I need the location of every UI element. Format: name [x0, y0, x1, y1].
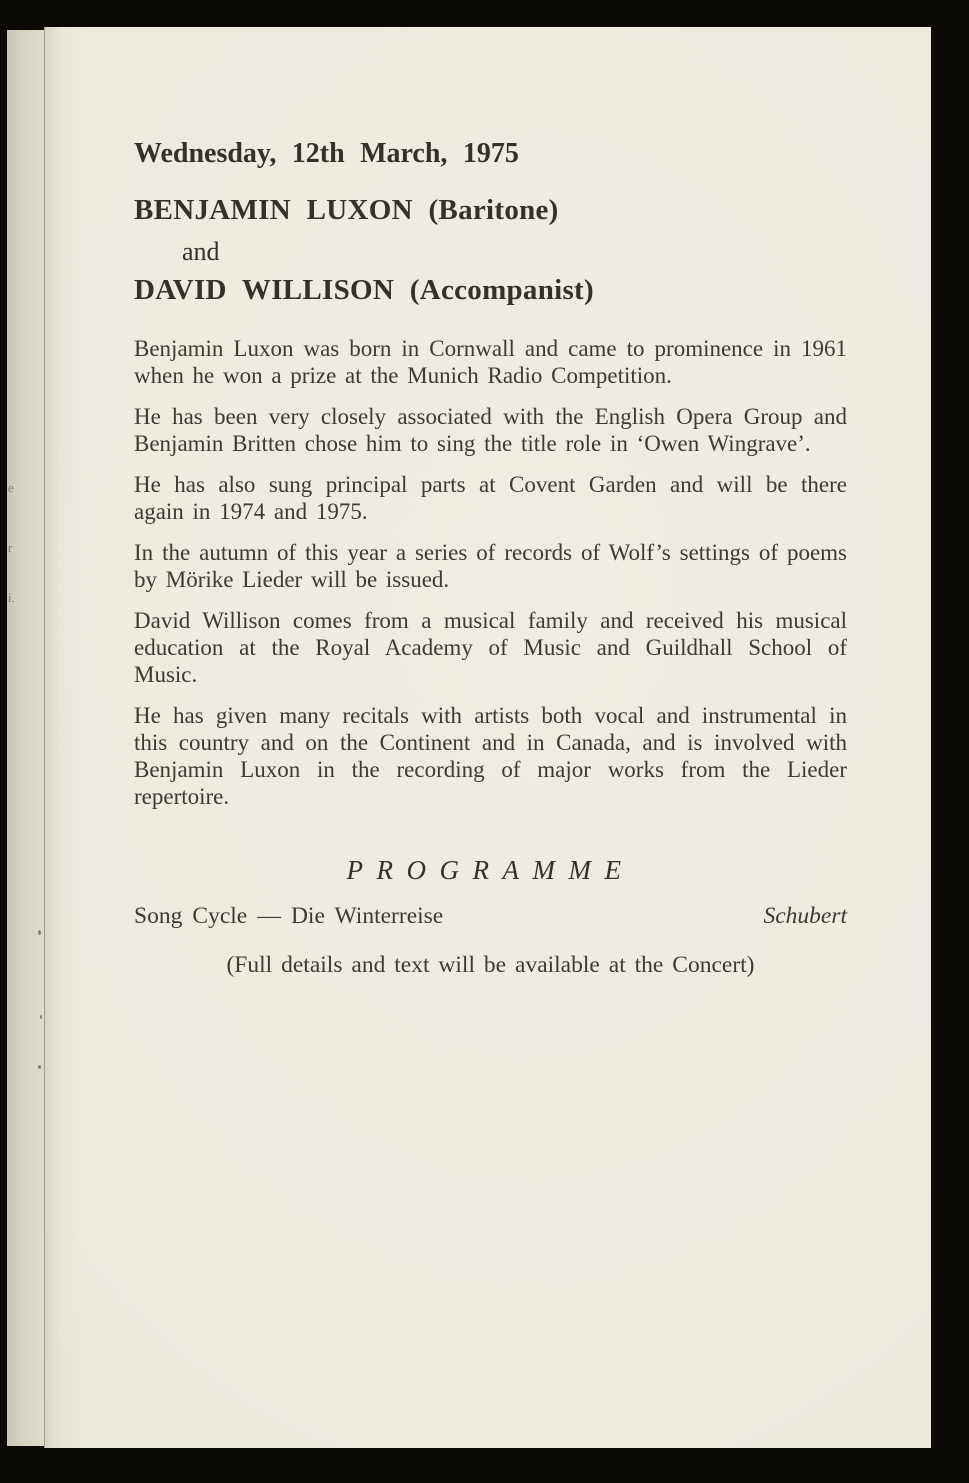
- programme-page: [44, 27, 931, 1448]
- bio-paragraph-2: He has been very closely associated with the English Opera Group and Benjamin Britten chose him to sing the title role in ‘Owen Wingrave’.: [134, 404, 847, 457]
- facing-page-print-fragment: r: [7, 539, 13, 556]
- bio-paragraph-3: He has also sung principal parts at Covent Garden and will be there again in 1974 and 1975.: [134, 472, 847, 525]
- programme-item: [134, 903, 847, 930]
- performer-name-baritone: BENJAMIN LUXON (Baritone): [134, 194, 559, 227]
- performer-name-accompanist: DAVID WILLISON (Accompanist): [134, 273, 594, 306]
- paper-speck: [38, 1065, 41, 1069]
- bio-paragraph-5: David Willison comes from a musical family and received his musical education at the Royal Academy of Music and Guildhall School of Music.: [134, 608, 847, 688]
- bio-paragraph-6: He has given many recitals with artists both vocal and instrumental in this country and on the Continent and in Canada, and is involved with Benjamin Luxon in the recording of major works from the Lieder repertoire.: [134, 703, 847, 810]
- programme-note: (Full details and text will be available at the Concert): [226, 951, 755, 978]
- facing-page-edge: [7, 30, 44, 1446]
- bio-paragraph-4: In the autumn of this year a series of records of Wolf’s settings of poems by Mörike Lieder will be issued.: [134, 540, 847, 593]
- facing-page-print-fragment: i.: [7, 589, 16, 606]
- paper-speck: [40, 1015, 42, 1019]
- paper-speck: [38, 930, 41, 935]
- programme-heading: PROGRAMME: [346, 855, 635, 886]
- programme-work-title: Song Cycle — Die Winterreise: [134, 902, 444, 929]
- date-heading: Wednesday, 12th March, 1975: [134, 138, 519, 169]
- facing-page-print-fragment: e: [7, 479, 15, 496]
- bio-paragraph-1: Benjamin Luxon was born in Cornwall and came to prominence in 1961 when he won a prize at the Munich Radio Competition.: [134, 336, 847, 389]
- biography-section: [134, 335, 847, 810]
- programme-composer: Schubert: [763, 902, 847, 929]
- conjunction-text: and: [182, 236, 220, 266]
